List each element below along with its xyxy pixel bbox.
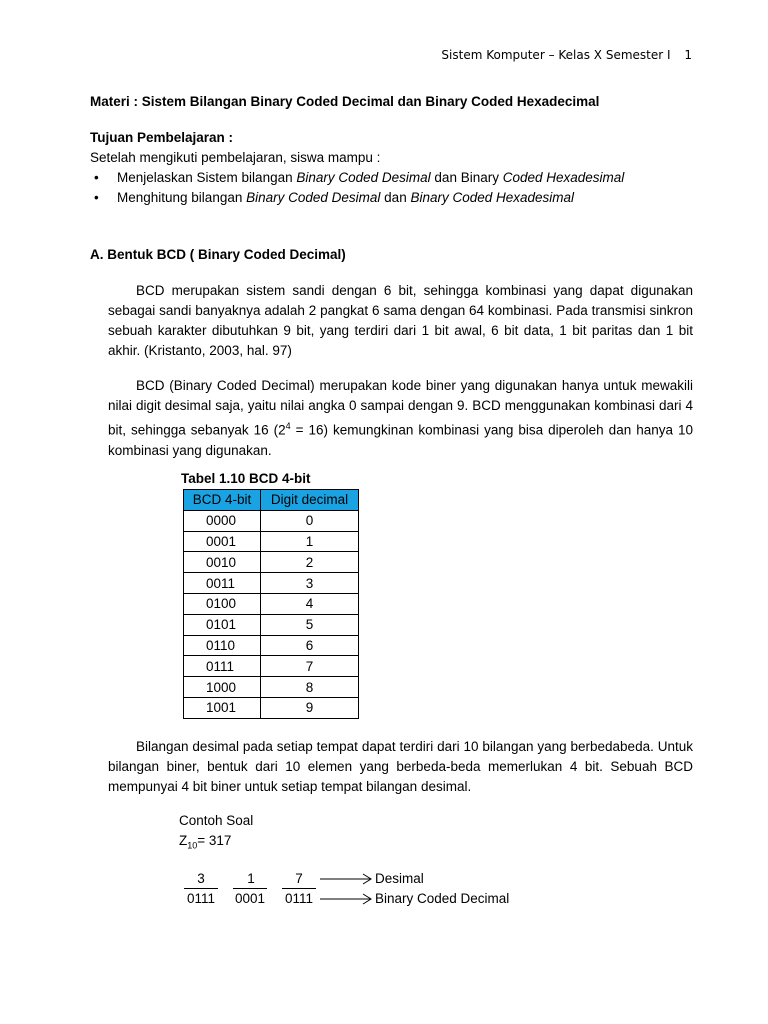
bcd-code-cell: 0110 — [184, 635, 261, 656]
bullet-2-em2: Binary Coded Hexadesimal — [410, 190, 575, 205]
bullet-icon: • — [94, 170, 99, 185]
paragraph-2-post: = 16) kemungkinan kombinasi yang bisa diperoleh dan hanya 10 kombinasi yang digunakan. — [108, 422, 694, 458]
table-row — [184, 531, 359, 552]
binary-3: 0111 — [284, 891, 314, 906]
binary-1: 0111 — [186, 891, 216, 906]
header-digit: Digit decimal — [261, 490, 359, 511]
digit-1: 3 — [197, 871, 205, 886]
bcd-code-cell: 0001 — [184, 531, 261, 552]
table-header-row — [184, 490, 359, 511]
tujuan-intro: Setelah mengikuti pembelajaran, siswa mampu : — [90, 150, 381, 165]
bullet-1-em1: Binary Coded Desimal — [296, 170, 431, 185]
digit-2: 1 — [247, 871, 255, 886]
z-pre: Z — [179, 833, 188, 848]
z-post: = 317 — [197, 833, 232, 848]
header-bcd: BCD 4-bit — [184, 490, 261, 511]
arrow-right-icon — [320, 872, 374, 886]
fraction-line-1 — [184, 888, 218, 889]
tujuan-heading: Tujuan Pembelajaran : — [90, 130, 234, 145]
bullet-2-pre: Menghitung bilangan — [117, 190, 247, 205]
bullet-2-em1: Binary Coded Desimal — [246, 190, 381, 205]
decimal-digit-cell: 8 — [261, 677, 359, 698]
bullet-1-mid: dan Binary — [430, 170, 503, 185]
bcd-code-cell: 0011 — [184, 573, 261, 594]
paragraph-2 — [108, 376, 693, 461]
table-row — [184, 573, 359, 594]
table-row — [184, 656, 359, 677]
paragraph-2-pre: BCD (Binary Coded Decimal) merupakan kode biner yang digunakan hanya untuk mewakili nilai digit desimal saja, yaitu nilai angka 0 sampai dengan 9. BCD menggunakan kombinasi dari 4 bit, sehingga sebanyak 16 (2 — [108, 378, 693, 438]
page-number: 1 — [684, 48, 692, 62]
bullet-1-pre: Menjelaskan Sistem bilangan — [117, 170, 297, 185]
table-caption: Tabel 1.10 BCD 4-bit — [181, 471, 311, 486]
decimal-digit-cell: 2 — [261, 552, 359, 573]
bcd-code-cell: 0000 — [184, 510, 261, 531]
section-a-heading: A. Bentuk BCD ( Binary Coded Decimal) — [90, 247, 346, 262]
bcd-code-cell: 1001 — [184, 697, 261, 718]
decimal-digit-cell: 9 — [261, 697, 359, 718]
table-row — [184, 552, 359, 573]
header-title: Sistem Komputer – Kelas X Semester I — [441, 48, 671, 62]
page-header — [441, 48, 692, 62]
z-sub: 10 — [187, 840, 198, 851]
binary-2: 0001 — [234, 891, 266, 906]
bcd-code-cell: 0010 — [184, 552, 261, 573]
paragraph-1: BCD merupakan sistem sandi dengan 6 bit, sehingga kombinasi yang dapat digunakan sebagai sandi banyaknya adalah 2 pangkat 6 sama dengan 64 kombinasi. Pada transmisi sinkron sebuah karakter dibutuhkan 9 bit, yang terdiri dari 1 bit awal, 6 bit data, 1 bit paritas dan 1 bit akhir. (Kristanto, 2003, hal. 97) — [108, 283, 693, 358]
bcd-code-cell: 0111 — [184, 656, 261, 677]
table-row — [184, 593, 359, 614]
decimal-digit-cell: 3 — [261, 573, 359, 594]
fraction-line-2 — [233, 888, 267, 889]
fraction-line-3 — [282, 888, 316, 889]
decimal-digit-cell: 5 — [261, 614, 359, 635]
materi-title: Materi : Sistem Bilangan Binary Coded Decimal dan Binary Coded Hexadecimal — [90, 94, 600, 109]
digit-3: 7 — [295, 871, 303, 886]
bcd-table — [183, 489, 359, 719]
contoh-label: Contoh Soal — [179, 813, 254, 828]
tujuan-bullet-2 — [94, 190, 574, 205]
table-row — [184, 614, 359, 635]
paragraph-3: Bilangan desimal pada setiap tempat dapat terdiri dari 10 bilangan yang berbedabeda. Untuk bilangan biner, bentuk dari 10 elemen yang berbeda-beda memerlukan 4 bit. Sebuah BCD mempunyai 4 bit biner untuk setiap tempat bilangan desimal. — [108, 739, 693, 794]
table-row — [184, 635, 359, 656]
label-bcd: Binary Coded Decimal — [375, 891, 510, 906]
decimal-digit-cell: 1 — [261, 531, 359, 552]
table-row — [184, 677, 359, 698]
arrow-right-icon — [320, 892, 374, 906]
bullet-2-mid: dan — [380, 190, 411, 205]
paragraph-2-sup: 4 — [285, 421, 291, 431]
bullet-1-em2: Coded Hexadesimal — [502, 170, 625, 185]
bcd-code-cell: 1000 — [184, 677, 261, 698]
label-desimal: Desimal — [375, 871, 424, 886]
table-row — [184, 510, 359, 531]
bcd-code-cell: 0100 — [184, 593, 261, 614]
decimal-digit-cell: 7 — [261, 656, 359, 677]
z-expression — [179, 833, 231, 851]
decimal-digit-cell: 4 — [261, 593, 359, 614]
decimal-digit-cell: 6 — [261, 635, 359, 656]
tujuan-bullet-1 — [94, 170, 624, 185]
bullet-icon: • — [94, 190, 99, 205]
decimal-digit-cell: 0 — [261, 510, 359, 531]
bcd-code-cell: 0101 — [184, 614, 261, 635]
table-row — [184, 697, 359, 718]
